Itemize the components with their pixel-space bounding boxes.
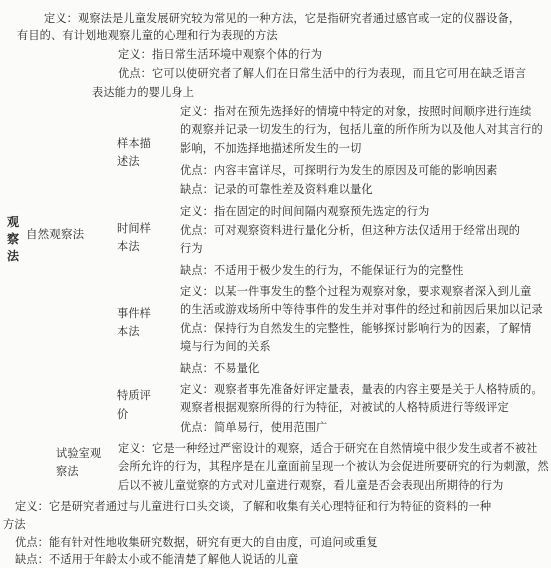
trait-rating-definition-line-1: 定义：观察者事先准备好评定量表，量表的内容主要是关于人格特质的。 bbox=[180, 383, 543, 396]
interview-advantage: 优点：能有针对性地收集研究数据，研究有更大的自由度，可追问或重复 bbox=[15, 536, 378, 549]
event-sampling-label-line-2: 本法 bbox=[117, 325, 140, 338]
sample-description-definition-line-3: 影响，不加选择地描述所发生的一切 bbox=[180, 142, 362, 155]
sample-description-disadvantage: 缺点：记录的可靠性差及资料难以量化 bbox=[180, 183, 373, 196]
interview-definition-line-2: 方法 bbox=[3, 518, 26, 531]
trait-rating-label-line-1: 特质评 bbox=[117, 389, 152, 402]
time-sampling-advantage-line-1: 优点：可对观察资料进行量化分析，但这种方法仅适用于经常出现的 bbox=[180, 224, 521, 237]
sample-description-definition-line-1: 定义：指对在预先选择好的情境中特定的对象，按照时间顺序进行连续 bbox=[180, 105, 532, 118]
lab-definition-line-3: 后以不被儿童觉察的方式对儿童进行观察，看儿童是否会表现出所期待的行为 bbox=[118, 479, 504, 492]
time-sampling-disadvantage: 缺点：不适用于极少发生的行为，不能保证行为的完整性 bbox=[180, 264, 464, 277]
observation-definition-line-2: 有目的、有计划地观察儿童的心理和行为表现的方法 bbox=[17, 29, 278, 42]
root-label-observation-method: 观察法 bbox=[7, 215, 20, 263]
natural-advantage-line-2: 表达能力的婴儿身上 bbox=[92, 86, 195, 99]
time-sampling-definition: 定义：指在固定的时间间隔内观察预先选定的行为 bbox=[180, 205, 430, 218]
event-sampling-advantage-line-2: 境与行为间的关系 bbox=[180, 340, 271, 353]
trait-rating-label-line-2: 价 bbox=[117, 408, 129, 421]
sample-description-advantage: 优点：内容丰富详尽，可探明行为发生的原因及可能的影响因素 bbox=[180, 164, 498, 177]
observation-definition-line-1: 定义：观察法是儿童发展研究较为常见的一种方法，它是指研究者通过感官或一定的仪器设备， bbox=[44, 12, 521, 25]
trait-rating-advantage: 优点：简单易行，使用范围广 bbox=[180, 421, 328, 434]
time-sampling-advantage-line-2: 行为 bbox=[180, 242, 203, 255]
natural-definition: 定义：指日常生活环境中观察个体的行为 bbox=[118, 48, 323, 61]
event-sampling-definition-line-1: 定义：以某一件事发生的整个过程为观察对象，要求观察者深入到儿童 bbox=[180, 285, 532, 298]
event-sampling-disadvantage: 缺点：不易量化 bbox=[180, 362, 260, 375]
interview-disadvantage: 缺点：不适用于年龄太小或不能清楚了解他人说话的儿童 bbox=[15, 553, 299, 566]
sample-description-definition-line-2: 的观察并记录一切发生的行为，包括儿童的所作所为以及他人对其言行的 bbox=[180, 123, 543, 136]
time-sampling-label-line-1: 时间样 bbox=[117, 222, 152, 235]
event-sampling-advantage-line-1: 优点：保持行为自然发生的完整性，能够探讨影响行为的因素，了解情 bbox=[180, 322, 532, 335]
event-sampling-definition-line-2: 的生活或游戏场所中等待事件的发生并对事件的经过和前因后果加以记录 bbox=[180, 303, 543, 316]
lab-definition-line-1: 定义：它是一种经过严密设计的观察，适合于研究在自然情境中很少发生或者不被社 bbox=[118, 442, 538, 455]
trait-rating-definition-line-2: 观察者根据观察所得的行为特征，对被试的人格特质进行等级评定 bbox=[180, 401, 509, 414]
lab-definition-line-2: 会所允许的行为，其程序是在儿童面前呈现一个被认为会促进所要研究的行为刺激，然 bbox=[118, 460, 549, 473]
sample-description-label-line-2: 述法 bbox=[117, 155, 140, 168]
lab-observation-label-line-2: 察法 bbox=[56, 465, 79, 478]
time-sampling-label-line-2: 本法 bbox=[117, 240, 140, 253]
interview-definition-line-1: 定义：它是研究者通过与儿童进行口头交谈，了解和收集有关心理特征和行为特征的资料的一种 bbox=[15, 500, 492, 513]
sample-description-label-line-1: 样本描 bbox=[117, 137, 152, 150]
event-sampling-label-line-1: 事件样 bbox=[117, 307, 152, 320]
natural-advantage-line-1: 优点：它可以使研究者了解人们在日常生活中的行为表现，而且它可用在缺乏语言 bbox=[118, 67, 527, 80]
natural-observation-label: 自然观察法 bbox=[26, 227, 85, 241]
lab-observation-label-line-1: 试验室观 bbox=[56, 447, 102, 460]
